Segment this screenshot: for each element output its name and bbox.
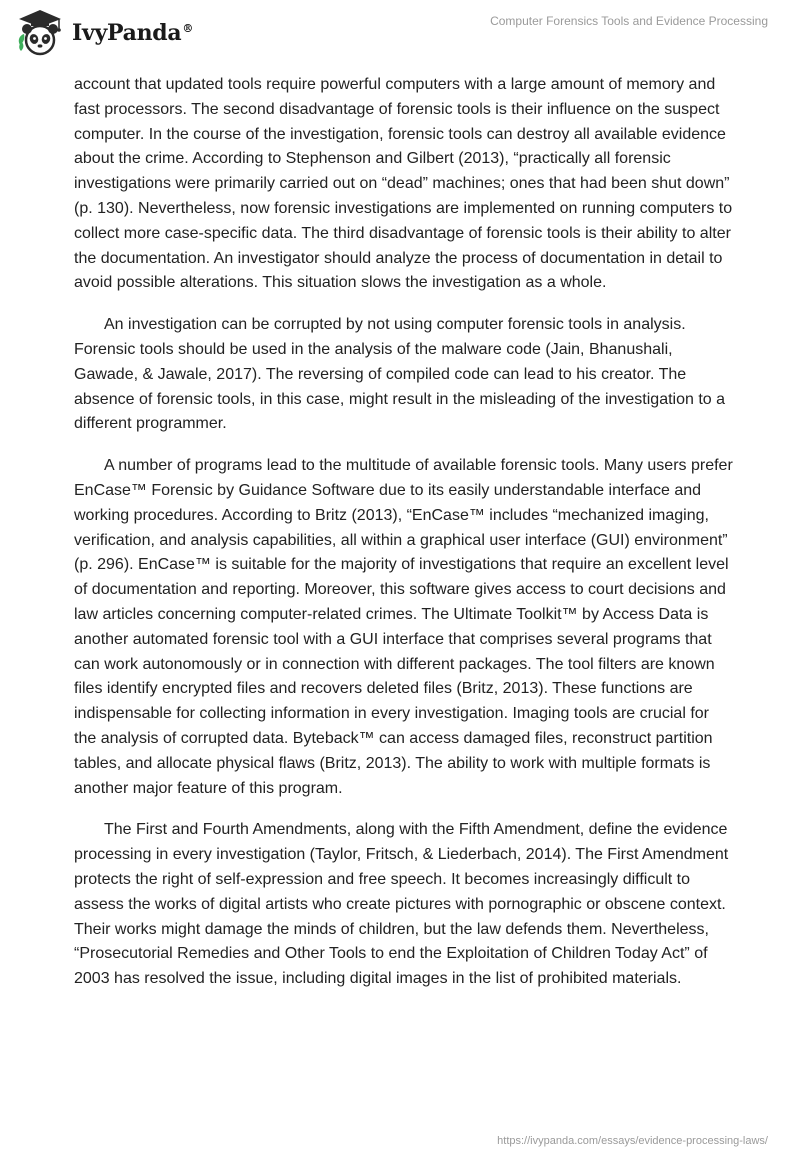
paragraph-1: account that updated tools require powerful computers with a large amount of memory and fast processors. The second disadvantage of forensic tools is their influence on the suspect computer. In the course of the investigation, forensic tools can destroy all available evidence about the crime. According to Stephenson and Gilbert (2013), “practically all forensic investigations were primarily carried out on “dead” machines; ones that had been shut down” (p. 130). Nevertheless, now forensic investigations are implemented on running computers to collect more case-specific data. The third disadvantage of forensic tools is their ability to alter the documentation. An investigator should analyze the process of documentation in detail to avoid possible alterations. This situation slows the investigation as a whole. bbox=[74, 76, 733, 292]
essay-body bbox=[74, 73, 734, 1009]
paragraph-2: An investigation can be corrupted by not using computer forensic tools in analysis. Forensic tools should be used in the analysis of the malware code (Jain, Bhanushali, Gawade, & Jawale, 2017). The reversing of compiled code can lead to his creator. The absence of forensic tools, in this case, might result in the misleading of the investigation to a different programmer. bbox=[74, 316, 726, 433]
paragraph-3: A number of programs lead to the multitude of available forensic tools. Many users prefer EnCase™ Forensic by Guidance Software due to its easily understandable interface and working procedures. According to Britz (2013), “EnCase™ includes “mechanized imaging, verification, and analysis capabilities, all within a graphical user interface (GUI) environment” (p. 296). EnCase™ is suitable for the majority of investigations that require an excellent level of documentation and reporting. Moreover, this software gives access to court decisions and law articles concerning computer-related crimes. The Ultimate Toolkit™ by Access Data is another automated forensic tool with a GUI interface that comprises several programs that can work autonomously or in connection with different packages. The tool filters are known files identify encrypted files and recovers deleted files (Britz, 2013). These functions are indispensable for collecting information in every investigation. Imaging tools are crucial for the analysis of corrupted data. Byteback™ can access damaged files, reconstruct partition tables, and allocate physical flaws (Britz, 2013). The ability to work with multiple formats is another major feature of this program. bbox=[74, 457, 733, 797]
brand-name-text: IvyPanda bbox=[72, 20, 182, 46]
ivypanda-logo[interactable] bbox=[14, 8, 214, 58]
source-url[interactable]: https://ivypanda.com/essays/evidence-processing-laws/ bbox=[497, 1135, 768, 1147]
brand-name bbox=[72, 20, 193, 46]
document-title: Computer Forensics Tools and Evidence Processing bbox=[490, 14, 768, 28]
paragraph-4: The First and Fourth Amendments, along with the Fifth Amendment, define the evidence processing in every investigation (Taylor, Fritsch, & Liederbach, 2014). The First Amendment protects the right of self-expression and free speech. It becomes increasingly difficult to assess the works of digital artists who create pictures with pornographic or obscene context. Their works might damage the minds of children, but the law defends them. Nevertheless, “Prosecutorial Remedies and Other Tools to end the Exploitation of Children Today Act” of 2003 has resolved the issue, including digital images in the list of prohibited materials. bbox=[74, 821, 729, 988]
registered-mark: ® bbox=[182, 21, 194, 35]
panda-graduate-icon bbox=[14, 7, 66, 59]
page-header bbox=[0, 0, 800, 70]
